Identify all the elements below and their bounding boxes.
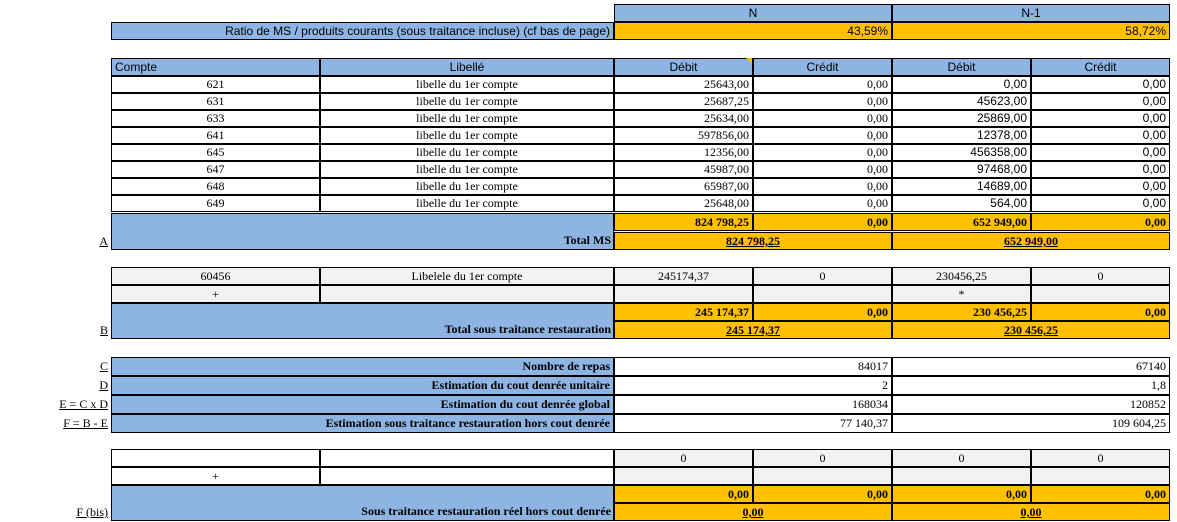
- credit-n-cell[interactable]: [753, 467, 892, 485]
- compte-cell[interactable]: 647: [111, 161, 320, 178]
- libelle-cell[interactable]: libelle du 1er compte: [320, 144, 614, 161]
- total-ms-subtotal-debit-n[interactable]: 824 798,25: [614, 213, 753, 231]
- credit-n-cell[interactable]: 0,00: [753, 178, 892, 195]
- debit-n1-cell[interactable]: 0: [892, 449, 1031, 467]
- credit-n1-cell[interactable]: 0,00: [1031, 127, 1170, 144]
- debit-n1-cell[interactable]: 230456,25: [892, 267, 1031, 285]
- estimate-n1[interactable]: 1,8: [892, 376, 1170, 395]
- credit-n1-cell[interactable]: 0,00: [1031, 178, 1170, 195]
- estimate-label[interactable]: Nombre de repas: [111, 357, 614, 376]
- credit-n-cell[interactable]: 0,00: [753, 93, 892, 110]
- total-ms-total-label[interactable]: Total MS: [563, 233, 611, 247]
- debit-n-cell[interactable]: 65987,00: [614, 178, 753, 195]
- col-header-debit-n[interactable]: Débit: [614, 58, 753, 76]
- total-reel-total-n1[interactable]: 0,00: [892, 503, 1170, 521]
- credit-n1-cell[interactable]: 0,00: [1031, 76, 1170, 93]
- estimate-n[interactable]: 2: [614, 376, 892, 395]
- libelle-cell[interactable]: [320, 285, 614, 303]
- total-reel-total-label[interactable]: Sous traitance restauration réel hors cout denrée: [361, 504, 611, 518]
- debit-n1-cell[interactable]: 564,00: [892, 195, 1031, 212]
- credit-n-cell[interactable]: 0,00: [753, 110, 892, 127]
- compte-cell[interactable]: +: [111, 467, 320, 485]
- total-reel-subtotal-credit-n[interactable]: 0,00: [753, 485, 892, 503]
- debit-n-cell[interactable]: 25687,25: [614, 93, 753, 110]
- comment-indicator-icon[interactable]: [746, 58, 752, 64]
- total-reel-subtotal-debit-n1[interactable]: 0,00: [892, 485, 1031, 503]
- debit-n-cell[interactable]: [614, 285, 753, 303]
- total-reel-subtotal-debit-n[interactable]: 0,00: [614, 485, 753, 503]
- col-header-credit-n1[interactable]: Crédit: [1031, 58, 1170, 76]
- col-header-compte[interactable]: Compte: [111, 58, 320, 76]
- total-st-subtotal-credit-n[interactable]: 0,00: [753, 303, 892, 321]
- estimate-n1[interactable]: 120852: [892, 395, 1170, 414]
- debit-n-cell[interactable]: 25634,00: [614, 110, 753, 127]
- credit-n-cell[interactable]: 0: [753, 267, 892, 285]
- libelle-cell[interactable]: [320, 449, 614, 467]
- total-reel-subtotal-credit-n1[interactable]: 0,00: [1031, 485, 1170, 503]
- libelle-cell[interactable]: libelle du 1er compte: [320, 195, 614, 212]
- ratio-label[interactable]: Ratio de MS / produits courants (sous traitance incluse) (cf bas de page): [111, 22, 614, 40]
- total-ms-marker: A: [99, 234, 108, 248]
- libelle-cell[interactable]: libelle du 1er compte: [320, 76, 614, 93]
- libelle-cell[interactable]: [320, 467, 614, 485]
- debit-n1-cell[interactable]: 12378,00: [892, 127, 1031, 144]
- total-st-subtotal-credit-n1[interactable]: 0,00: [1031, 303, 1170, 321]
- estimate-n1[interactable]: 67140: [892, 357, 1170, 376]
- credit-n-cell[interactable]: 0,00: [753, 144, 892, 161]
- total-ms-total-n1[interactable]: 652 949,00: [892, 232, 1170, 250]
- compte-cell[interactable]: 641: [111, 127, 320, 144]
- total-st-marker: B: [99, 323, 108, 337]
- debit-n1-cell[interactable]: 456358,00: [892, 144, 1031, 161]
- libelle-cell[interactable]: libelle du 1er compte: [320, 93, 614, 110]
- compte-cell[interactable]: 633: [111, 110, 320, 127]
- debit-n1-cell[interactable]: 14689,00: [892, 178, 1031, 195]
- debit-n-cell[interactable]: 12356,00: [614, 144, 753, 161]
- credit-n-cell[interactable]: 0: [753, 449, 892, 467]
- libelle-cell[interactable]: libelle du 1er compte: [320, 110, 614, 127]
- debit-n1-cell[interactable]: [892, 467, 1031, 485]
- estimate-n[interactable]: 168034: [614, 395, 892, 414]
- estimate-n[interactable]: 84017: [614, 357, 892, 376]
- credit-n1-cell[interactable]: 0,00: [1031, 93, 1170, 110]
- estimate-n[interactable]: 77 140,37: [614, 414, 892, 433]
- estimate-marker: D: [99, 378, 108, 392]
- credit-n-cell[interactable]: 0,00: [753, 76, 892, 93]
- ratio-n1[interactable]: 58,72%: [892, 22, 1170, 40]
- total-ms-total-n[interactable]: 824 798,25: [614, 232, 892, 250]
- credit-n-cell[interactable]: 0,00: [753, 127, 892, 144]
- estimate-label[interactable]: Estimation du cout denrée unitaire: [111, 376, 614, 395]
- col-header-libelle[interactable]: Libellé: [320, 58, 614, 76]
- compte-cell[interactable]: 621: [111, 76, 320, 93]
- estimate-marker: F = B - E: [63, 416, 108, 430]
- debit-n-cell[interactable]: 0: [614, 449, 753, 467]
- total-st-total-n[interactable]: 245 174,37: [614, 321, 892, 339]
- credit-n-cell[interactable]: [753, 285, 892, 303]
- debit-n-cell[interactable]: 597856,00: [614, 127, 753, 144]
- debit-n-cell[interactable]: 45987,00: [614, 161, 753, 178]
- debit-n-cell[interactable]: 245174,37: [614, 267, 753, 285]
- header-n[interactable]: N: [614, 4, 892, 22]
- debit-n1-cell[interactable]: 97468,00: [892, 161, 1031, 178]
- debit-n1-cell[interactable]: 25869,00: [892, 110, 1031, 127]
- credit-n1-cell[interactable]: 0: [1031, 267, 1170, 285]
- estimate-marker: E = C x D: [59, 397, 108, 411]
- col-header-debit-n1[interactable]: Débit: [892, 58, 1031, 76]
- credit-n1-cell[interactable]: [1031, 285, 1170, 303]
- compte-cell[interactable]: [111, 449, 320, 467]
- total-st-subtotal-debit-n1[interactable]: 230 456,25: [892, 303, 1031, 321]
- total-reel-total-n[interactable]: 0,00: [614, 503, 892, 521]
- credit-n-cell[interactable]: 0,00: [753, 195, 892, 212]
- libelle-cell[interactable]: libelle du 1er compte: [320, 178, 614, 195]
- compte-cell[interactable]: 648: [111, 178, 320, 195]
- libelle-cell[interactable]: libelle du 1er compte: [320, 127, 614, 144]
- credit-n1-cell[interactable]: 0,00: [1031, 161, 1170, 178]
- estimate-label[interactable]: Estimation sous traitance restauration hors cout denrée: [111, 414, 614, 433]
- compte-cell[interactable]: +: [111, 285, 320, 303]
- col-header-credit-n[interactable]: Crédit: [753, 58, 892, 76]
- total-ms-subtotal-debit-n1[interactable]: 652 949,00: [892, 213, 1031, 231]
- estimate-label[interactable]: Estimation du cout denrée global: [111, 395, 614, 414]
- credit-n1-cell[interactable]: 0: [1031, 449, 1170, 467]
- estimate-marker: C: [99, 359, 108, 373]
- total-st-total-label[interactable]: Total sous traitance restauration: [444, 322, 611, 336]
- debit-n1-cell[interactable]: 45623,00: [892, 93, 1031, 110]
- credit-n1-cell[interactable]: 0,00: [1031, 110, 1170, 127]
- libelle-cell[interactable]: Libelele du 1er compte: [320, 267, 614, 285]
- debit-n-cell[interactable]: 25648,00: [614, 195, 753, 212]
- debit-n1-cell[interactable]: 0,00: [892, 76, 1031, 93]
- ratio-n[interactable]: 43,59%: [614, 22, 892, 40]
- credit-n1-cell[interactable]: 0,00: [1031, 195, 1170, 212]
- credit-n1-cell[interactable]: 0,00: [1031, 144, 1170, 161]
- debit-n-cell[interactable]: 25643,00: [614, 76, 753, 93]
- debit-n1-cell[interactable]: *: [892, 285, 1031, 303]
- total-st-total-n1[interactable]: 230 456,25: [892, 321, 1170, 339]
- compte-cell[interactable]: 649: [111, 195, 320, 212]
- credit-n-cell[interactable]: 0,00: [753, 161, 892, 178]
- total-ms-subtotal-credit-n[interactable]: 0,00: [753, 213, 892, 231]
- compte-cell[interactable]: 631: [111, 93, 320, 110]
- compte-cell[interactable]: 60456: [111, 267, 320, 285]
- debit-n-cell[interactable]: [614, 467, 753, 485]
- credit-n1-cell[interactable]: [1031, 467, 1170, 485]
- estimate-n1[interactable]: 109 604,25: [892, 414, 1170, 433]
- libelle-cell[interactable]: libelle du 1er compte: [320, 161, 614, 178]
- compte-cell[interactable]: 645: [111, 144, 320, 161]
- total-reel-marker: F (bis): [76, 505, 108, 519]
- header-n1[interactable]: N-1: [892, 4, 1170, 22]
- total-ms-subtotal-credit-n1[interactable]: 0,00: [1031, 213, 1170, 231]
- total-st-subtotal-debit-n[interactable]: 245 174,37: [614, 303, 753, 321]
